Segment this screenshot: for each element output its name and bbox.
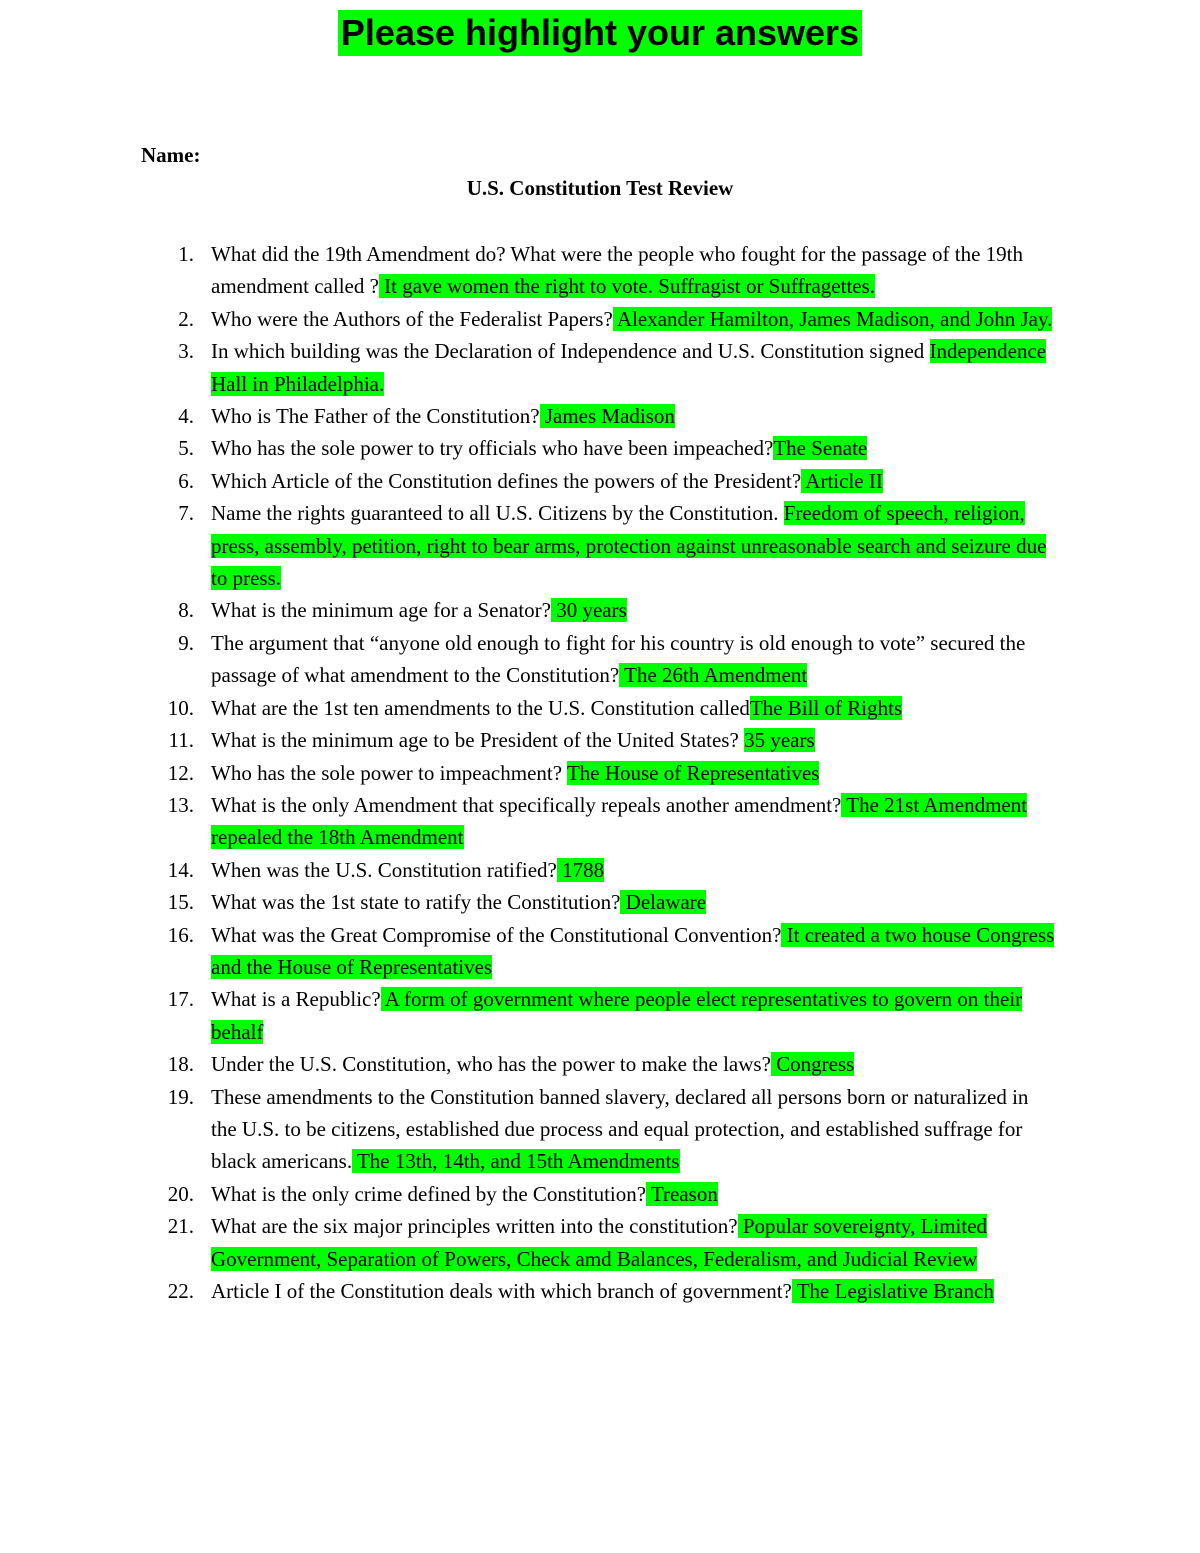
highlighted-answer: It gave women the right to vote. Suffragist or Suffragettes. xyxy=(378,274,876,299)
highlighted-answer: The Legislative Branch xyxy=(791,1279,994,1303)
highlighted-answer: The Bill of Rights xyxy=(749,695,903,720)
question-text: Who were the Authors of the Federalist Papers? xyxy=(211,306,613,331)
question-text: Name the rights guaranteed to all U.S. Citizens by the Constitution. xyxy=(211,501,784,526)
highlighted-answer: James Madison xyxy=(539,404,675,429)
question-item xyxy=(0,400,1056,432)
highlighted-answer: 35 years xyxy=(744,728,815,753)
question-text: What is the minimum age to be President of the United States? xyxy=(211,728,745,753)
highlighted-answer: 30 years xyxy=(550,598,627,623)
question-item xyxy=(0,919,1056,984)
question-item xyxy=(0,497,1056,594)
question-number: 7. xyxy=(178,501,194,526)
question-text: Who is The Father of the Constitution? xyxy=(211,404,540,429)
question-list xyxy=(0,238,1056,1307)
highlighted-answer: Congress xyxy=(770,1052,855,1077)
question-number: 12. xyxy=(167,760,194,785)
highlighted-answer: The Senate xyxy=(773,436,868,461)
question-text: What is the only Amendment that specifically repeals another amendment? xyxy=(211,792,842,817)
question-text: What did the 19th Amendment do? What were the people who fought for the passage of the 19th amendment called ? xyxy=(211,242,1023,299)
highlighted-answer: Popular sovereignty, Limited Government, Separation of Powers, Check amd Balances, Federalism, and Judicial Review xyxy=(211,1214,988,1271)
highlighted-answer: Treason xyxy=(646,1181,718,1206)
question-number: 17. xyxy=(167,987,194,1012)
question-item xyxy=(0,983,1056,1048)
document-title: U.S. Constitution Test Review xyxy=(466,176,734,200)
question-text: Article I of the Constitution deals with which branch of government? xyxy=(211,1279,792,1303)
highlighted-answer: The 26th Amendment xyxy=(619,663,808,688)
question-number: 6. xyxy=(178,468,194,493)
question-item xyxy=(0,1048,1056,1080)
question-number: 9. xyxy=(178,630,194,655)
highlighted-answer: Freedom of speech, religion, press, assembly, petition, right to bear arms, protection against unreasonable search and seizure due to press. xyxy=(211,501,1047,591)
question-number: 14. xyxy=(167,857,194,882)
highlighted-answer: The 21st Amendment repealed the 18th Amendment xyxy=(211,792,1028,850)
question-item xyxy=(0,789,1056,854)
highlighted-answer: 1788 xyxy=(556,857,605,882)
question-number: 19. xyxy=(167,1084,194,1109)
question-text: What are the 1st ten amendments to the U.S. Constitution called xyxy=(211,695,750,720)
highlighted-answer: Alexander Hamilton, James Madison, and John Jay. xyxy=(612,306,1053,331)
banner-container xyxy=(0,10,1200,56)
question-item xyxy=(0,1178,1056,1210)
highlighted-answer: Delaware xyxy=(620,890,707,915)
question-number: 3. xyxy=(178,339,194,364)
question-text: The argument that “anyone old enough to fight for his country is old enough to vote” secured the passage of what amendment to the Constitution? xyxy=(211,630,1026,688)
question-number: 20. xyxy=(167,1181,194,1206)
question-number: 13. xyxy=(167,792,194,817)
question-item xyxy=(0,1275,1056,1307)
question-item xyxy=(0,1081,1056,1178)
question-number: 16. xyxy=(167,922,194,947)
question-item xyxy=(0,627,1056,692)
question-text: Which Article of the Constitution defines the powers of the President? xyxy=(211,468,802,493)
question-number: 1. xyxy=(178,242,194,266)
question-item xyxy=(0,238,1056,303)
highlighted-answer: A form of government where people elect representatives to govern on their behalf xyxy=(211,987,1023,1044)
question-item xyxy=(0,335,1056,400)
question-number: 2. xyxy=(178,306,194,331)
question-item xyxy=(0,432,1056,464)
question-number: 5. xyxy=(178,436,194,461)
question-text: What is a Republic? xyxy=(211,987,381,1012)
highlighted-answer: The 13th, 14th, and 15th Amendments xyxy=(352,1149,680,1174)
question-number: 15. xyxy=(167,890,194,915)
highlighted-answer: The House of Representatives xyxy=(566,760,820,785)
question-text: In which building was the Declaration of Independence and U.S. Constitution signed xyxy=(211,339,930,364)
question-item xyxy=(0,594,1056,626)
question-number: 22. xyxy=(167,1279,194,1303)
question-item xyxy=(0,692,1056,724)
question-text: Under the U.S. Constitution, who has the power to make the laws? xyxy=(211,1052,771,1077)
question-number: 21. xyxy=(167,1214,194,1239)
question-text: What are the six major principles written into the constitution? xyxy=(211,1214,738,1239)
name-label: Name: xyxy=(141,143,201,167)
question-text: These amendments to the Constitution banned slavery, declared all persons born or naturalized in the U.S. to be citizens, established due process and equal protection, and established suffrage for black americans. xyxy=(211,1084,1029,1174)
question-item xyxy=(0,303,1056,335)
question-text: What is the only crime defined by the Constitution? xyxy=(211,1181,647,1206)
question-text: Who has the sole power to impeachment? xyxy=(211,760,567,785)
question-number: 8. xyxy=(178,598,194,623)
question-number: 11. xyxy=(168,728,194,753)
question-item xyxy=(0,465,1056,497)
question-item xyxy=(0,1210,1056,1275)
question-number: 18. xyxy=(167,1052,194,1077)
highlighted-answer: It created a two house Congress and the House of Representatives xyxy=(211,922,1055,979)
question-item xyxy=(0,724,1056,756)
highlight-instruction-banner: Please highlight your answers xyxy=(338,10,862,56)
question-number: 4. xyxy=(178,404,194,429)
question-text: What is the minimum age for a Senator? xyxy=(211,598,551,623)
highlighted-answer: Article II xyxy=(801,468,883,493)
highlighted-answer: Independence Hall in Philadelphia. xyxy=(211,339,1047,396)
question-text: When was the U.S. Constitution ratified? xyxy=(211,857,557,882)
question-text: What was the 1st state to ratify the Constitution? xyxy=(211,890,621,915)
question-text: Who has the sole power to try officials who have been impeached? xyxy=(211,436,774,461)
question-text: What was the Great Compromise of the Constitutional Convention? xyxy=(211,922,782,947)
question-number: 10. xyxy=(167,695,194,720)
question-item xyxy=(0,854,1056,886)
question-item xyxy=(0,886,1056,918)
question-item xyxy=(0,757,1056,789)
